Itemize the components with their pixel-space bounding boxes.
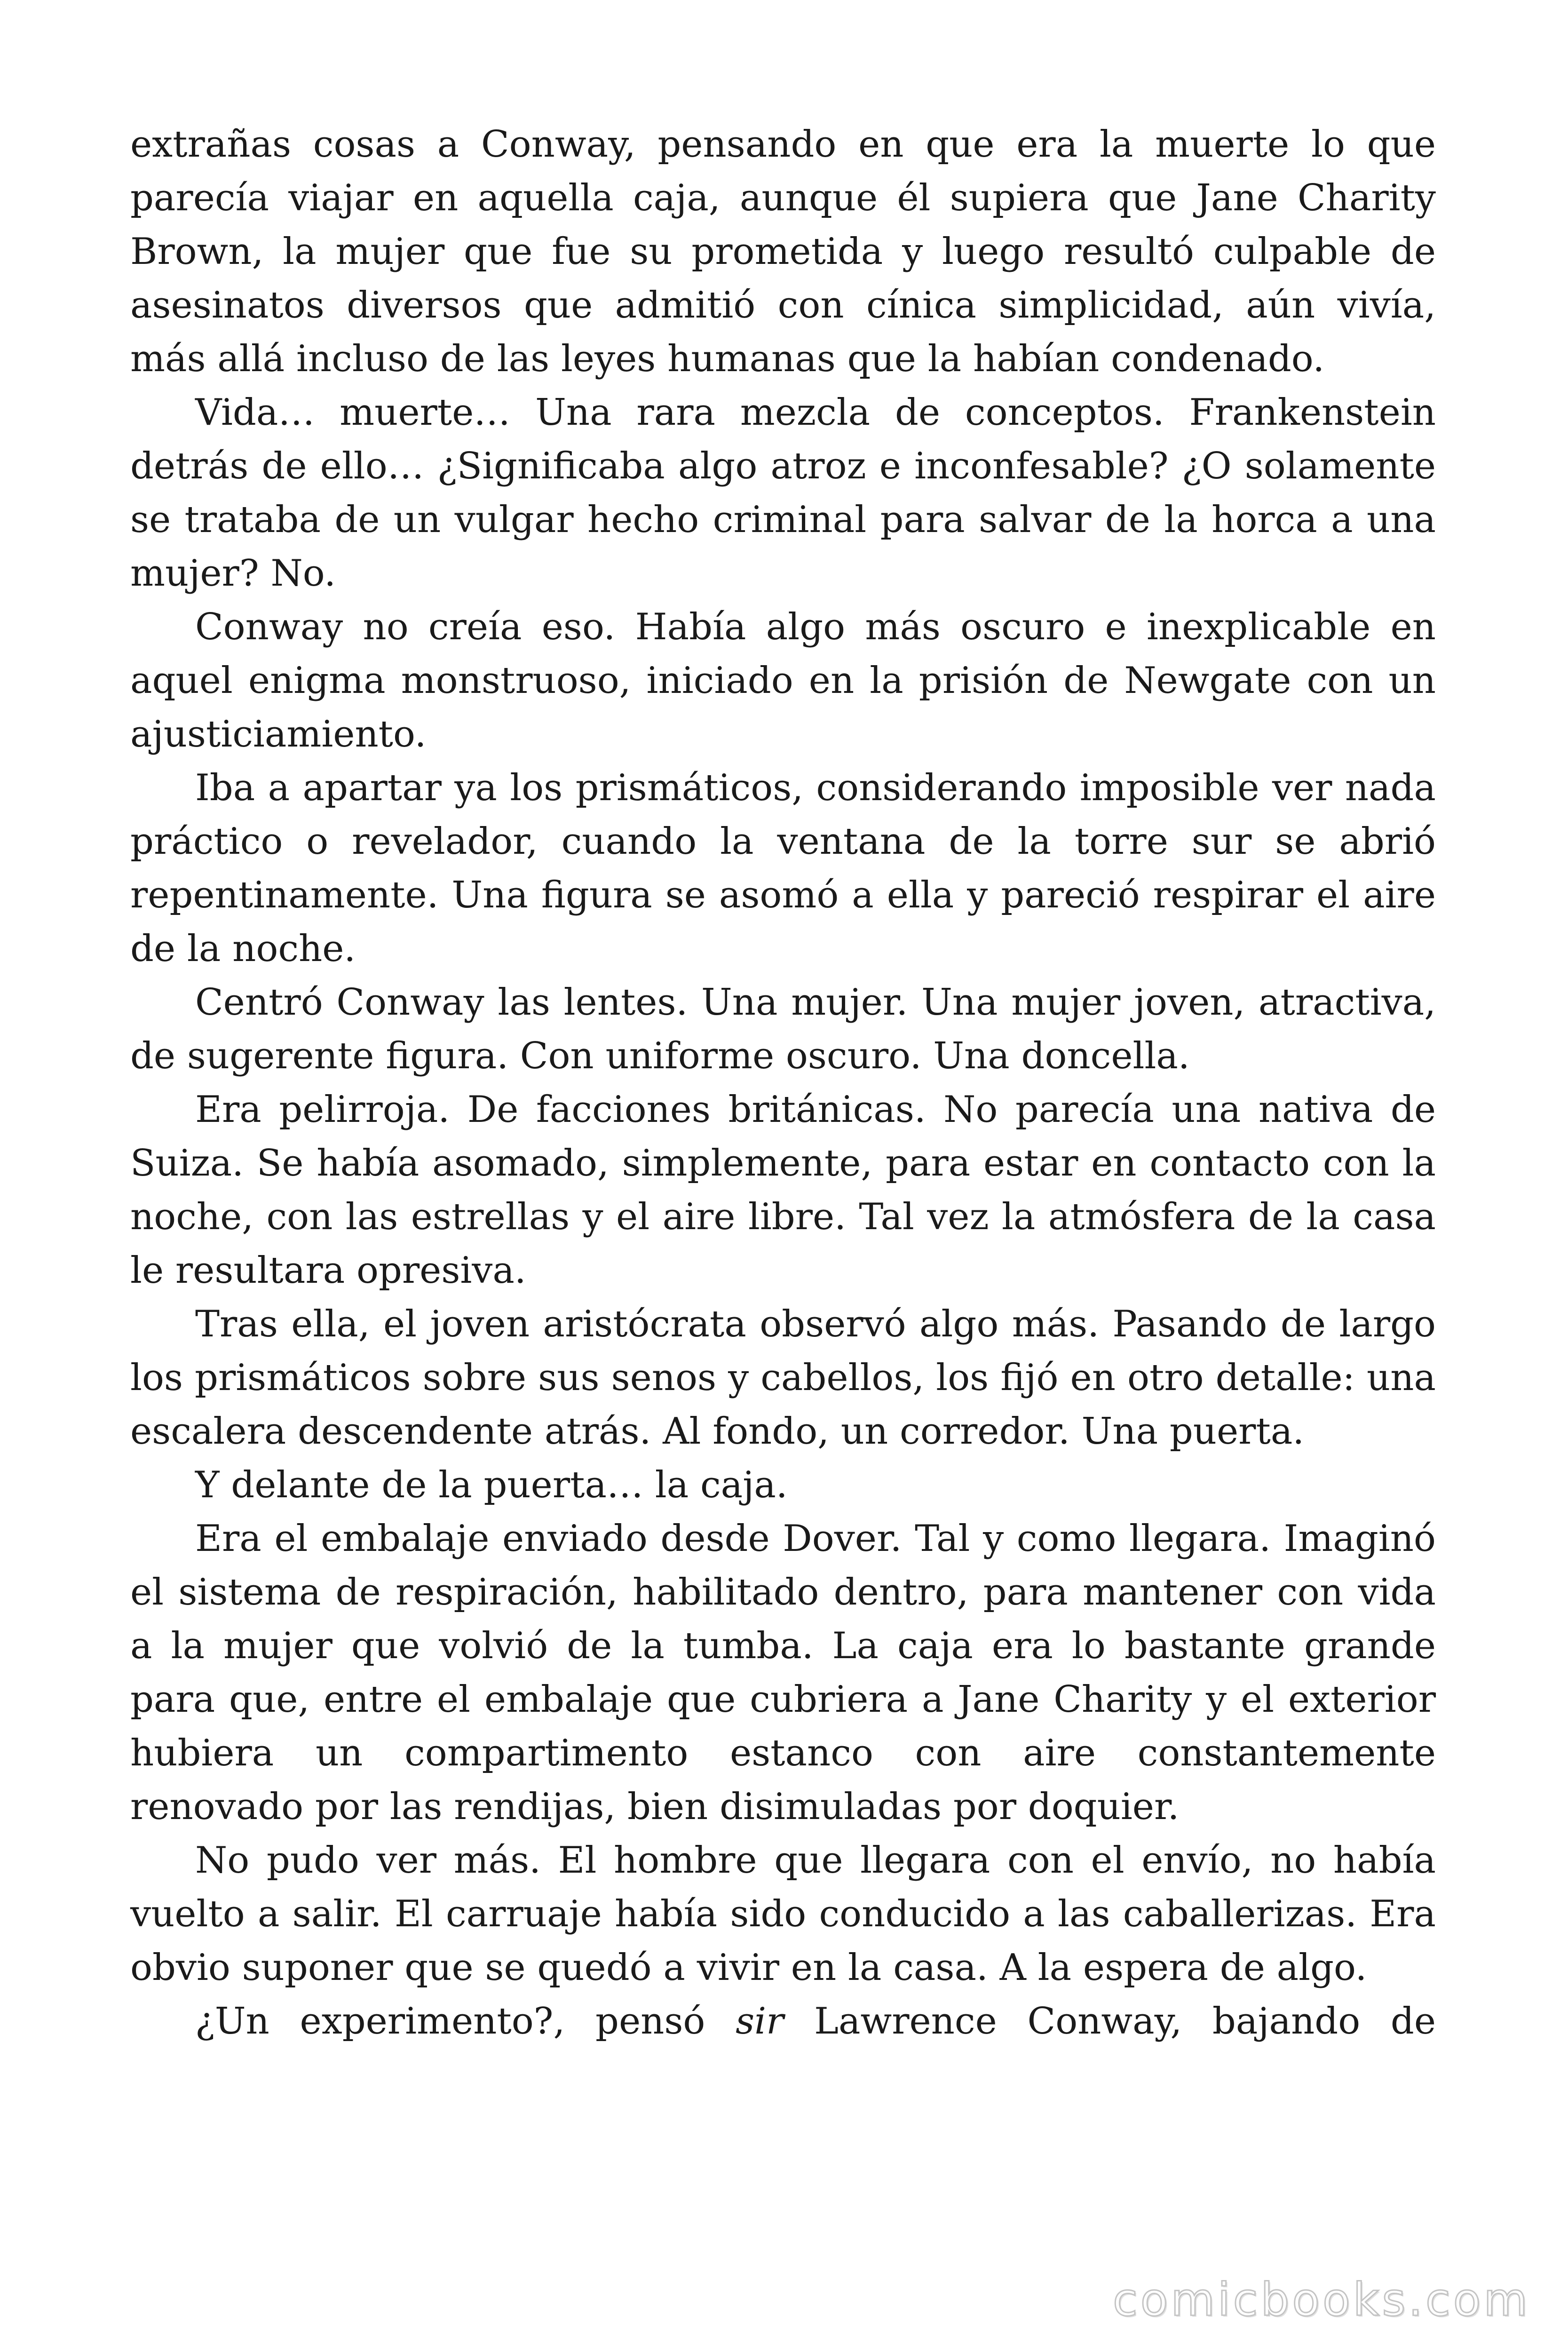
paragraph-9: Era el embalaje enviado desde Dover. Tal y como llegara. Imaginó el sistema de respiración, habilitado dentro, para mantener con vida a la mujer que volvió de la tumba. La caja era lo bastante grande para que, entre el embalaje que cubriera a Jane Charity y el exterior hubiera un compartimento estanco con aire constantemente renovado por las rendijas, bien disimuladas por doquier. bbox=[130, 1518, 1436, 1828]
paragraph-5: Centró Conway las lentes. Una mujer. Una mujer joven, atractiva, de sugerente figura. Con uniforme oscuro. Una doncella. bbox=[130, 981, 1436, 1077]
italic-sir: sir bbox=[736, 2000, 784, 2042]
paragraph-4: Iba a apartar ya los prismáticos, considerando imposible ver nada práctico o revelador, cuando la ventana de la torre sur se abrió repentinamente. Una figura se asomó a ella y pareció respirar el aire de la noche. bbox=[130, 767, 1436, 970]
watermark-logo: comicbooks.com bbox=[1112, 2273, 1530, 2326]
body-text bbox=[130, 118, 1436, 2048]
paragraph-7: Tras ella, el joven aristócrata observó algo más. Pasando de largo los prismáticos sobre sus senos y cabellos, los fijó en otro detalle: una escalera descendente atrás. Al fondo, un corredor. Una puerta. bbox=[130, 1303, 1436, 1453]
paragraph-6: Era pelirroja. De facciones británicas. No parecía una nativa de Suiza. Se había asomado, simplemente, para estar en contacto con la noche, con las estrellas y el aire libre. Tal vez la atmósfera de la casa le resultara opresiva. bbox=[130, 1089, 1436, 1292]
paragraph-2: Vida… muerte… Una rara mezcla de conceptos. Frankenstein detrás de ello… ¿Significaba algo atroz e inconfesable? ¿O solamente se trataba de un vulgar hecho criminal para salvar de la horca a una mujer? No. bbox=[130, 391, 1436, 595]
paragraph-8: Y delante de la puerta… la caja. bbox=[195, 1464, 788, 1506]
paragraph-1: extrañas cosas a Conway, pensando en que era la muerte lo que parecía viajar en aquella caja, aunque él supiera que Jane Charity Brown, la mujer que fue su prometida y luego resultó culpable de asesinatos diversos que admitió con cínica simplicidad, aún vivía, más allá incluso de las leyes humanas que la habían condenado. bbox=[130, 123, 1436, 380]
paragraph-11-end: Lawrence Conway, bajando de bbox=[784, 2000, 1436, 2042]
paragraph-3: Conway no creía eso. Había algo más oscuro e inexplicable en aquel enigma monstruoso, iniciado en la prisión de Newgate con un ajusticiamiento. bbox=[130, 606, 1436, 755]
paragraph-10: No pudo ver más. El hombre que llegara con el envío, no había vuelto a salir. El carruaje había sido conducido a las caballerizas. Era obvio suponer que se quedó a vivir en la casa. A la espera de algo. bbox=[130, 1839, 1436, 1989]
paragraph-11-start: ¿Un experimento?, pensó bbox=[195, 2000, 736, 2042]
paragraph-11 bbox=[130, 1994, 1436, 2048]
